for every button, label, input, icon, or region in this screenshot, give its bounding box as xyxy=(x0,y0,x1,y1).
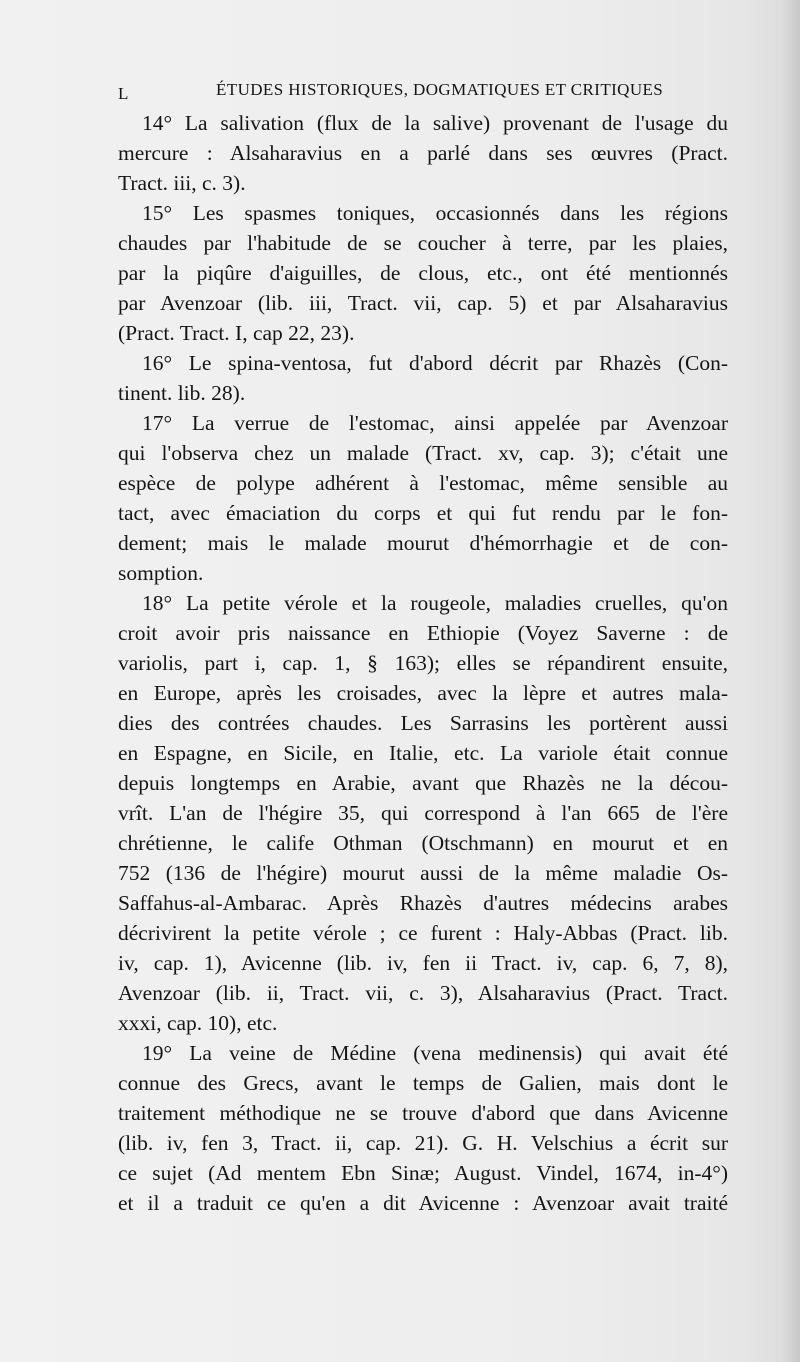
page-number: L xyxy=(118,84,129,103)
text-line: Tract. iii, c. 3). xyxy=(118,171,246,195)
text-line: par Avenzoar (lib. iii, Tract. vii, cap. 5) et par Alsaharavius xyxy=(118,291,728,315)
text-line: depuis longtemps en Arabie, avant que Rhazès ne la décou- xyxy=(118,771,728,795)
text-line: traitement méthodique ne se trouve d'abord que dans Avicenne xyxy=(118,1101,728,1125)
text-line: connue des Grecs, avant le temps de Galien, mais dont le xyxy=(118,1071,728,1095)
text-line: en Europe, après les croisades, avec la lèpre et autres mala- xyxy=(118,681,728,705)
text-line: 14° La salivation (flux de la salive) provenant de l'usage du xyxy=(142,111,728,135)
text-line: vrît. L'an de l'hégire 35, qui correspond à l'an 665 de l'ère xyxy=(118,801,728,825)
running-title: ÉTUDES HISTORIQUES, DOGMATIQUES ET CRITIQUES xyxy=(216,80,664,99)
text-line: espèce de polype adhérent à l'estomac, même sensible au xyxy=(118,471,728,495)
text-line: et il a traduit ce qu'en a dit Avicenne : Avenzoar avait traité xyxy=(118,1191,728,1215)
text-line: Avenzoar (lib. ii, Tract. vii, c. 3), Alsaharavius (Pract. Tract. xyxy=(118,981,728,1005)
text-line: (Pract. Tract. I, cap 22, 23). xyxy=(118,321,355,345)
text-line: 18° La petite vérole et la rougeole, maladies cruelles, qu'on xyxy=(142,591,728,615)
text-line: chaudes par l'habitude de se coucher à terre, par les plaies, xyxy=(118,231,728,255)
text-line: Saffahus-al-Ambarac. Après Rhazès d'autres médecins arabes xyxy=(118,891,728,915)
text-line: par la piqûre d'aiguilles, de clous, etc., ont été mentionnés xyxy=(118,261,728,285)
text-line: 15° Les spasmes toniques, occasionnés dans les régions xyxy=(142,201,728,225)
page-edge-shadow xyxy=(782,0,800,1362)
text-line: tinent. lib. 28). xyxy=(118,381,246,405)
text-line: variolis, part i, cap. 1, § 163); elles se répandirent ensuite, xyxy=(118,651,728,675)
text-line: en Espagne, en Sicile, en Italie, etc. La variole était connue xyxy=(118,741,728,765)
text-line: 752 (136 de l'hégire) mourut aussi de la même maladie Os- xyxy=(118,861,728,885)
text-line: décrivirent la petite vérole ; ce furent : Haly-Abbas (Pract. lib. xyxy=(118,921,728,945)
text-line: dement; mais le malade mourut d'hémorrhagie et de con- xyxy=(118,531,728,555)
text-line: 16° Le spina-ventosa, fut d'abord décrit par Rhazès (Con- xyxy=(142,351,728,375)
text-line: ce sujet (Ad mentem Ebn Sinæ; August. Vindel, 1674, in-4°) xyxy=(118,1161,728,1185)
text-line: croit avoir pris naissance en Ethiopie (Voyez Saverne : de xyxy=(118,621,728,645)
text-line: chrétienne, le calife Othman (Otschmann) en mourut et en xyxy=(118,831,728,855)
text-line: somption. xyxy=(118,561,204,585)
text-line: (lib. iv, fen 3, Tract. ii, cap. 21). G. H. Velschius a écrit sur xyxy=(118,1131,728,1155)
text-line: iv, cap. 1), Avicenne (lib. iv, fen ii Tract. iv, cap. 6, 7, 8), xyxy=(118,951,728,975)
text-line: dies des contrées chaudes. Les Sarrasins les portèrent aussi xyxy=(118,711,728,735)
text-line: xxxi, cap. 10), etc. xyxy=(118,1011,278,1035)
text-line: tact, avec émaciation du corps et qui fut rendu par le fon- xyxy=(118,501,728,525)
text-line: mercure : Alsaharavius en a parlé dans ses œuvres (Pract. xyxy=(118,141,728,165)
text-line: qui l'observa chez un malade (Tract. xv, cap. 3); c'était une xyxy=(118,441,728,465)
text-line: 17° La verrue de l'estomac, ainsi appelée par Avenzoar xyxy=(142,411,728,435)
page-header xyxy=(118,78,738,108)
body-text xyxy=(118,108,728,1218)
text-line: 19° La veine de Médine (vena medinensis) qui avait été xyxy=(142,1041,728,1065)
